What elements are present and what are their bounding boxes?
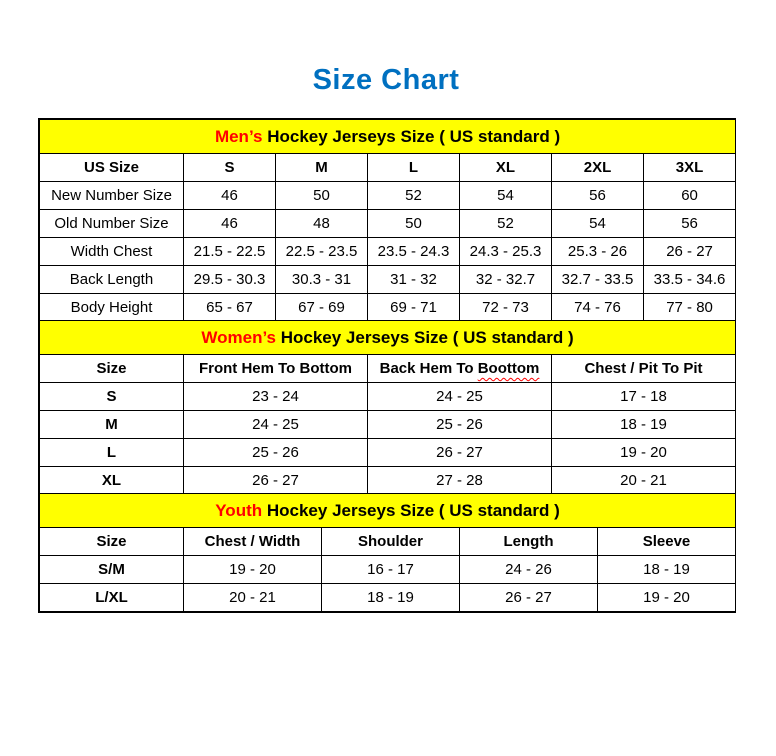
size-cell: 26 - 27 — [368, 439, 552, 467]
size-cell: 74 - 76 — [552, 294, 644, 322]
size-cell: 17 - 18 — [552, 383, 736, 411]
size-cell: 25 - 26 — [368, 411, 552, 439]
size-cell: 52 — [460, 210, 552, 238]
size-cell: 18 - 19 — [552, 411, 736, 439]
band-rest: Hockey Jerseys Size ( US standard ) — [262, 500, 560, 520]
table-row — [40, 294, 736, 322]
section-band — [40, 321, 736, 355]
column-header: L — [368, 154, 460, 182]
column-header: Chest / Pit To Pit — [552, 355, 736, 383]
size-cell: 65 - 67 — [184, 294, 276, 322]
table-row — [40, 210, 736, 238]
size-table-womens — [39, 320, 736, 495]
size-cell: 54 — [552, 210, 644, 238]
size-cell: 52 — [368, 182, 460, 210]
size-cell: 23.5 - 24.3 — [368, 238, 460, 266]
size-cell: 67 - 69 — [276, 294, 368, 322]
size-cell: 77 - 80 — [644, 294, 736, 322]
size-cell: 24.3 - 25.3 — [460, 238, 552, 266]
size-cell: 19 - 20 — [598, 584, 736, 612]
section-band-title — [40, 321, 736, 355]
table-row — [40, 467, 736, 495]
size-table-mens — [39, 119, 736, 322]
row-label: Old Number Size — [40, 210, 184, 238]
table-row — [40, 182, 736, 210]
size-cell: 24 - 26 — [460, 556, 598, 584]
size-cell: 60 — [644, 182, 736, 210]
row-label: Width Chest — [40, 238, 184, 266]
size-cell: 30.3 - 31 — [276, 266, 368, 294]
table-row — [40, 266, 736, 294]
size-cell: 50 — [368, 210, 460, 238]
column-header: Front Hem To Bottom — [184, 355, 368, 383]
size-cell: 46 — [184, 182, 276, 210]
size-cell: 16 - 17 — [322, 556, 460, 584]
size-cell: 69 - 71 — [368, 294, 460, 322]
row-label: L — [40, 439, 184, 467]
size-cell: 24 - 25 — [368, 383, 552, 411]
page-title: Size Chart — [312, 64, 460, 96]
column-header: 3XL — [644, 154, 736, 182]
section-band-title — [40, 494, 736, 528]
band-rest: Hockey Jerseys Size ( US standard ) — [276, 327, 574, 347]
size-cell: 23 - 24 — [184, 383, 368, 411]
size-cell: 72 - 73 — [460, 294, 552, 322]
size-cell: 31 - 32 — [368, 266, 460, 294]
size-table-youth — [39, 493, 736, 612]
row-label: M — [40, 411, 184, 439]
column-header: US Size — [40, 154, 184, 182]
row-label: Back Length — [40, 266, 184, 294]
size-cell: 26 - 27 — [460, 584, 598, 612]
column-header: Length — [460, 528, 598, 556]
table-row — [40, 439, 736, 467]
size-cell: 29.5 - 30.3 — [184, 266, 276, 294]
band-highlight: Women’s — [201, 327, 276, 347]
band-rest: Hockey Jerseys Size ( US standard ) — [262, 126, 561, 146]
column-header: Chest / Width — [184, 528, 322, 556]
size-cell: 25.3 - 26 — [552, 238, 644, 266]
table-row — [40, 383, 736, 411]
row-label: New Number Size — [40, 182, 184, 210]
size-cell: 33.5 - 34.6 — [644, 266, 736, 294]
size-chart — [38, 118, 736, 613]
table-row — [40, 584, 736, 612]
size-cell: 24 - 25 — [184, 411, 368, 439]
column-header: Size — [40, 355, 184, 383]
size-cell: 19 - 20 — [184, 556, 322, 584]
section-band — [40, 120, 736, 154]
table-row — [40, 238, 736, 266]
size-cell: 26 - 27 — [644, 238, 736, 266]
size-cell: 56 — [552, 182, 644, 210]
column-header: 2XL — [552, 154, 644, 182]
size-cell: 54 — [460, 182, 552, 210]
size-cell: 21.5 - 22.5 — [184, 238, 276, 266]
size-cell: 18 - 19 — [598, 556, 736, 584]
band-highlight: Youth — [215, 500, 263, 520]
column-header: XL — [460, 154, 552, 182]
size-cell: 18 - 19 — [322, 584, 460, 612]
column-header — [368, 355, 552, 383]
header-row — [40, 355, 736, 383]
row-label: L/XL — [40, 584, 184, 612]
header-row — [40, 154, 736, 182]
row-label: S — [40, 383, 184, 411]
table-row — [40, 411, 736, 439]
size-cell: 25 - 26 — [184, 439, 368, 467]
size-cell: 56 — [644, 210, 736, 238]
table-row — [40, 556, 736, 584]
size-cell: 19 - 20 — [552, 439, 736, 467]
header-row — [40, 528, 736, 556]
size-cell: 46 — [184, 210, 276, 238]
column-header: Size — [40, 528, 184, 556]
size-cell: 48 — [276, 210, 368, 238]
row-label: XL — [40, 467, 184, 495]
size-cell: 20 - 21 — [552, 467, 736, 495]
size-cell: 20 - 21 — [184, 584, 322, 612]
misspelled-word: Boottom — [477, 360, 540, 377]
size-cell: 50 — [276, 182, 368, 210]
column-header: Shoulder — [322, 528, 460, 556]
size-cell: 32 - 32.7 — [460, 266, 552, 294]
row-label: Body Height — [40, 294, 184, 322]
section-band — [40, 494, 736, 528]
column-header: S — [184, 154, 276, 182]
column-header: M — [276, 154, 368, 182]
size-cell: 32.7 - 33.5 — [552, 266, 644, 294]
section-band-title — [40, 120, 736, 154]
size-cell: 22.5 - 23.5 — [276, 238, 368, 266]
column-header-text: Back Hem To — [379, 360, 478, 377]
column-header: Sleeve — [598, 528, 736, 556]
row-label: S/M — [40, 556, 184, 584]
size-cell: 27 - 28 — [368, 467, 552, 495]
size-cell: 26 - 27 — [184, 467, 368, 495]
band-highlight: Men’s — [214, 126, 263, 146]
